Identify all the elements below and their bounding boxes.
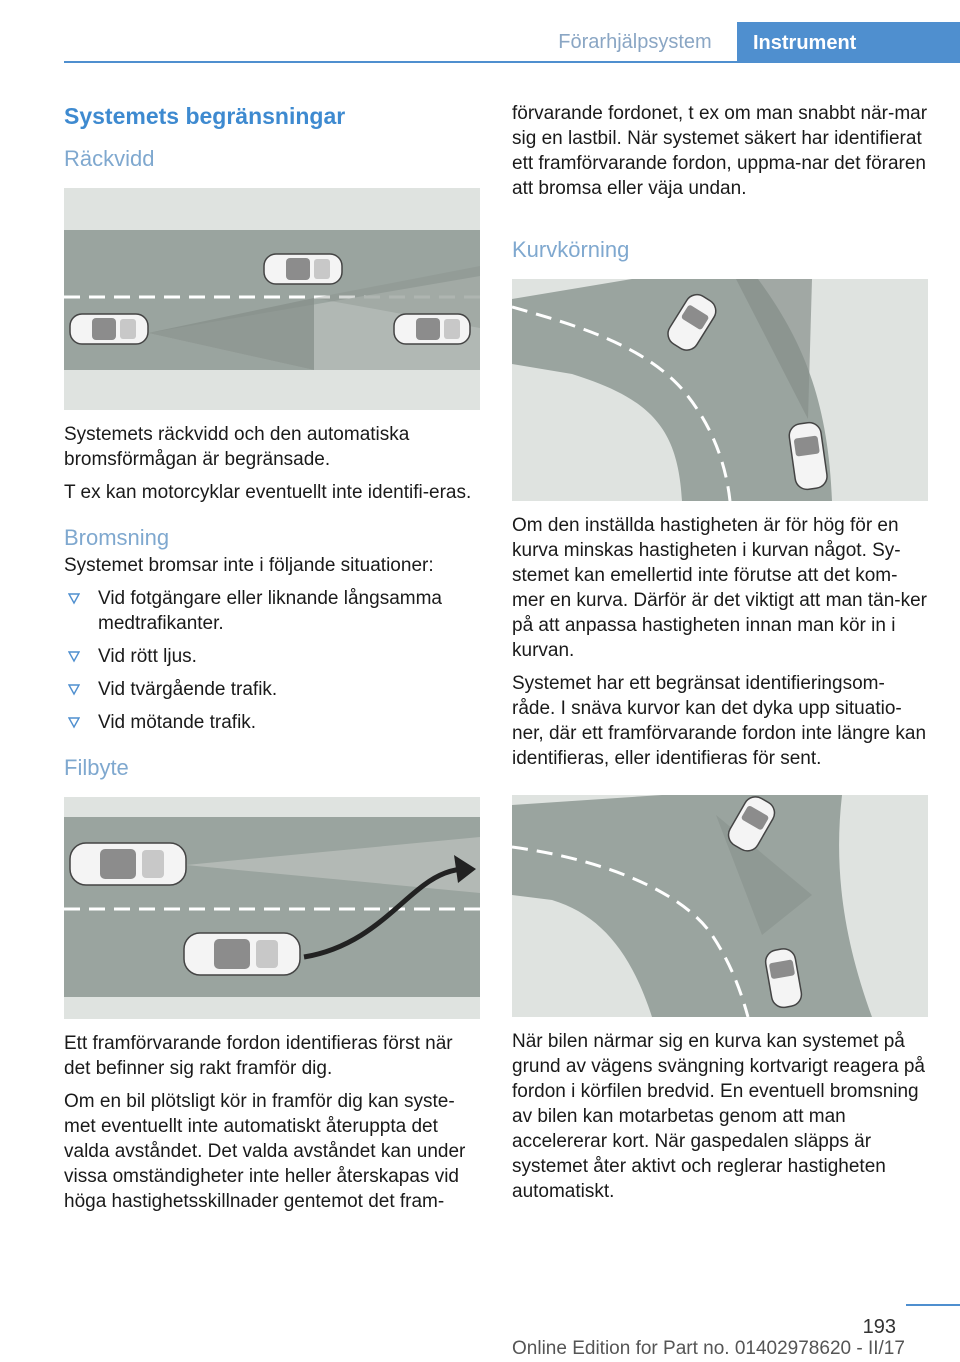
section-title: Systemets begränsningar xyxy=(64,103,346,129)
braking-list xyxy=(64,586,480,735)
list-item xyxy=(64,710,480,735)
list-item-text: Vid fotgängare eller liknande långsamma medtrafikanter. xyxy=(98,588,442,634)
curve-illustration xyxy=(512,279,928,501)
range-heading: Räckvidd xyxy=(64,146,155,171)
car-icon xyxy=(70,314,148,344)
car-icon xyxy=(70,843,186,885)
braking-intro: Systemet bromsar inte i följande situationer: xyxy=(64,555,434,576)
car-icon xyxy=(394,314,470,344)
range-illustration xyxy=(64,188,480,410)
triangle-bullet-icon xyxy=(68,651,80,663)
list-item-text: Vid mötande trafik. xyxy=(98,712,257,733)
triangle-bullet-icon xyxy=(68,684,80,696)
list-item xyxy=(64,586,480,636)
list-item xyxy=(64,644,480,669)
cornering-paragraph-2: Systemet har ett begränsat identifieringsom‐råde. I snäva kurvor kan det dyka upp situatio‐ner, där ett framförvarande fordon inte längre kan identifieras, eller identifieras för sent. xyxy=(512,673,927,769)
continued-paragraph: förvarande fordonet, t ex om man snabbt när‐mar sig en lastbil. När systemet säkert har identifierat ett framförvarande fordon, uppma‐nar det föraren att bromsa eller väja undan. xyxy=(512,103,928,199)
lane-change-illustration xyxy=(64,797,480,1019)
page-header xyxy=(0,0,960,64)
lane-change-paragraph-2: Om en bil plötsligt kör in framför dig kan syste‐met eventuellt inte automatiskt återuppta det valda avståndet. Det valda avståndet kan under vissa omständigheter inte heller återskapas vid höga hastighetsskillnader gentemot det fram‐ xyxy=(64,1091,466,1212)
triangle-bullet-icon xyxy=(68,593,80,605)
range-paragraph-2: T ex kan motorcyklar eventuellt inte identifi‐eras. xyxy=(64,482,472,503)
list-item-text: Vid rött ljus. xyxy=(98,646,197,667)
header-chapter-tab: Instrument xyxy=(737,22,960,62)
triangle-bullet-icon xyxy=(68,717,80,729)
lane-change-heading: Filbyte xyxy=(64,755,129,780)
car-icon xyxy=(264,254,342,284)
braking-heading: Bromsning xyxy=(64,525,170,550)
edition-footer: Online Edition for Part no. 01402978620 - II/17 xyxy=(512,1338,905,1359)
header-section-label: Förarhjälpsystem xyxy=(558,31,712,53)
car-icon xyxy=(184,933,300,975)
page-number: 193 xyxy=(862,1316,896,1338)
range-paragraph-1: Systemets räckvidd och den automatiska bromsförmågan är begränsade. xyxy=(64,424,410,470)
list-item xyxy=(64,677,480,702)
right-column xyxy=(512,98,928,1212)
curve-adjacent-lane-illustration xyxy=(512,795,928,1017)
cornering-paragraph-3: När bilen närmar sig en kurva kan systemet på grund av vägens svängning kortvarigt reagera på fordon i körfilen bredvid. En eventuell bromsning av bilen kan motarbetas genom att man accelererar kort. När gaspedalen släpps är systemet åter aktivt och reglerar hastigheten automatiskt. xyxy=(512,1031,925,1202)
left-column xyxy=(64,98,480,1222)
cornering-paragraph-1: Om den inställda hastigheten är för hög för en kurva minskas hastigheten i kurvan något. Sy‐stemet kan emellertid inte förutse att det kom‐mer en kurva. Därför är det viktigt att man tän‐ker på att anpassa hastigheten innan man kör in i kurvan. xyxy=(512,515,927,661)
footer-rule xyxy=(906,1304,960,1306)
header-rule xyxy=(64,61,960,63)
cornering-heading: Kurvkörning xyxy=(512,237,630,262)
list-item-text: Vid tvärgående trafik. xyxy=(98,679,278,700)
lane-change-paragraph-1: Ett framförvarande fordon identifieras först när det befinner sig rakt framför dig. xyxy=(64,1033,453,1079)
